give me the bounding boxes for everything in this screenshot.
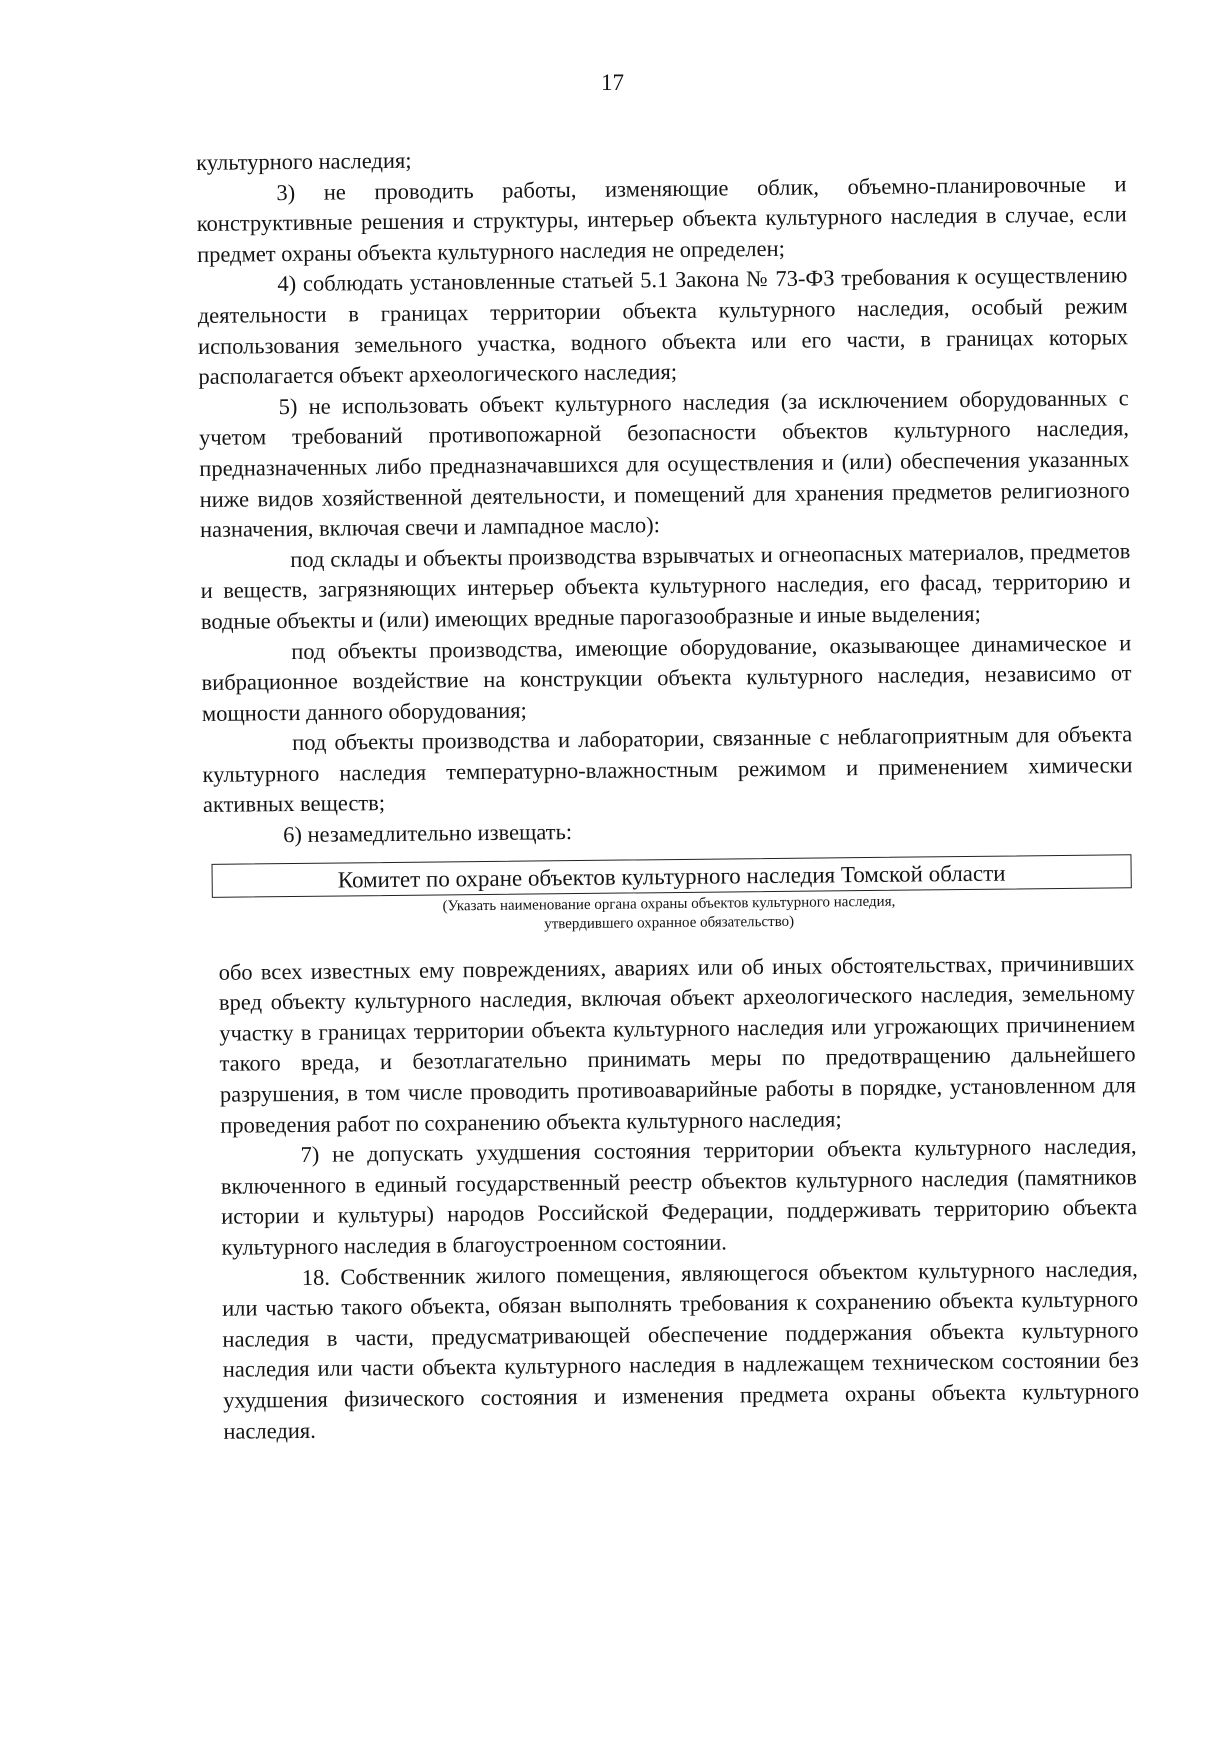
document-body — [196, 138, 1140, 1447]
page-number: 17 — [601, 70, 624, 95]
after-box-section — [204, 948, 1139, 1447]
paragraph-item-5-warehouses: под склады и объекты производства взрывчатых и огнеопасных материалов, предметов и веществ, загрязняющих интерьер объекта культурного наследия, его фасад, территорию и водные объекты и (или) имеющих вредные парогазообразные и иные выделения; — [200, 537, 1131, 634]
paragraph-item-6: 6) незамедлительно извещать: — [283, 819, 573, 848]
paragraph-section-18: 18. Собственник жилого помещения, являющегося объектом культурного наследия, или частью такого объекта, обязан выполнять требования к сохранению объекта культурного наследия в части, предусматривающей обеспечение поддержания объекта культурного наследия или части объекта культурного наследия в надлежащем техническом состоянии без ухудшения физического состояния и изменения предмета охраны объекта культурного наследия. — [222, 1255, 1140, 1444]
authority-caption-line-2: утвердившего охранное обязательство) — [544, 913, 795, 933]
paragraph-item-5-laboratories: под объекты производства и лаборатории, связанные с неблагоприятным для объекта культурного наследия температурно-влажностным режимом и применением химически активных веществ; — [202, 721, 1133, 818]
paragraph-notify-details: обо всех известных ему повреждениях, авариях или об иных обстоятельствах, причинивших вред объекту культурного наследия, включая объект археологического наследия, земельному участку в границах территории объекта культурного наследия или угрожающих причинением такого вреда, и безотлагательно принимать меры по предотвращению дальнейшего разрушения, в том числе проводить противоаварийные работы в порядке, установленном для проведения работ по сохранению объекта культурного наследия; — [218, 949, 1136, 1138]
paragraph-item-5-production: под объекты производства, имеющие оборудование, оказывающее динамическое и вибрационное воздействие на конструкции объекта культурного наследия, независимо от мощности данного оборудования; — [201, 629, 1132, 726]
paragraph-item-3: 3) не проводить работы, изменяющие облик, объемно-планировочные и конструктивные решения и структуры, интерьер объекта культурного наследия в случае, если предмет охраны объекта культурного наследия не определен; — [196, 170, 1127, 267]
paragraph-continuation: культурного наследия; — [196, 147, 412, 175]
paragraph-item-5: 5) не использовать объект культурного наследия (за исключением оборудованных с учетом требований противопожарной безопасности объектов культурного наследия, предназначенных либо предназначавшихся для осуществления и (или) обеспечения указанных ниже видов хозяйственной деятельности, и помещений для хранения предметов религиозного назначения, включая свечи и лампадное масло): — [198, 384, 1130, 543]
paragraph-item-4: 4) соблюдать установленные статьей 5.1 Закона № 73-ФЗ требования к осуществлению деятельности в границах территории объекта культурного наследия, особый режим использования земельного участка, водного объекта или его части, в границах которых располагается объект археологического наследия; — [197, 262, 1129, 390]
paragraph-item-7: 7) не допускать ухудшения состояния территории объекта культурного наследия, включенного в единый государственный реестр объектов культурного наследия (памятников истории и культуры) народов Российской Федерации, поддерживать территорию объекта культурного наследия в благоустроенном состоянии. — [220, 1133, 1138, 1260]
authority-caption-line-1: (Указать наименование органа охраны объектов культурного наследия, — [442, 893, 896, 915]
authority-name-box: Комитет по охране объектов культурного наследия Томской области — [211, 854, 1131, 898]
authority-caption — [204, 890, 1134, 938]
